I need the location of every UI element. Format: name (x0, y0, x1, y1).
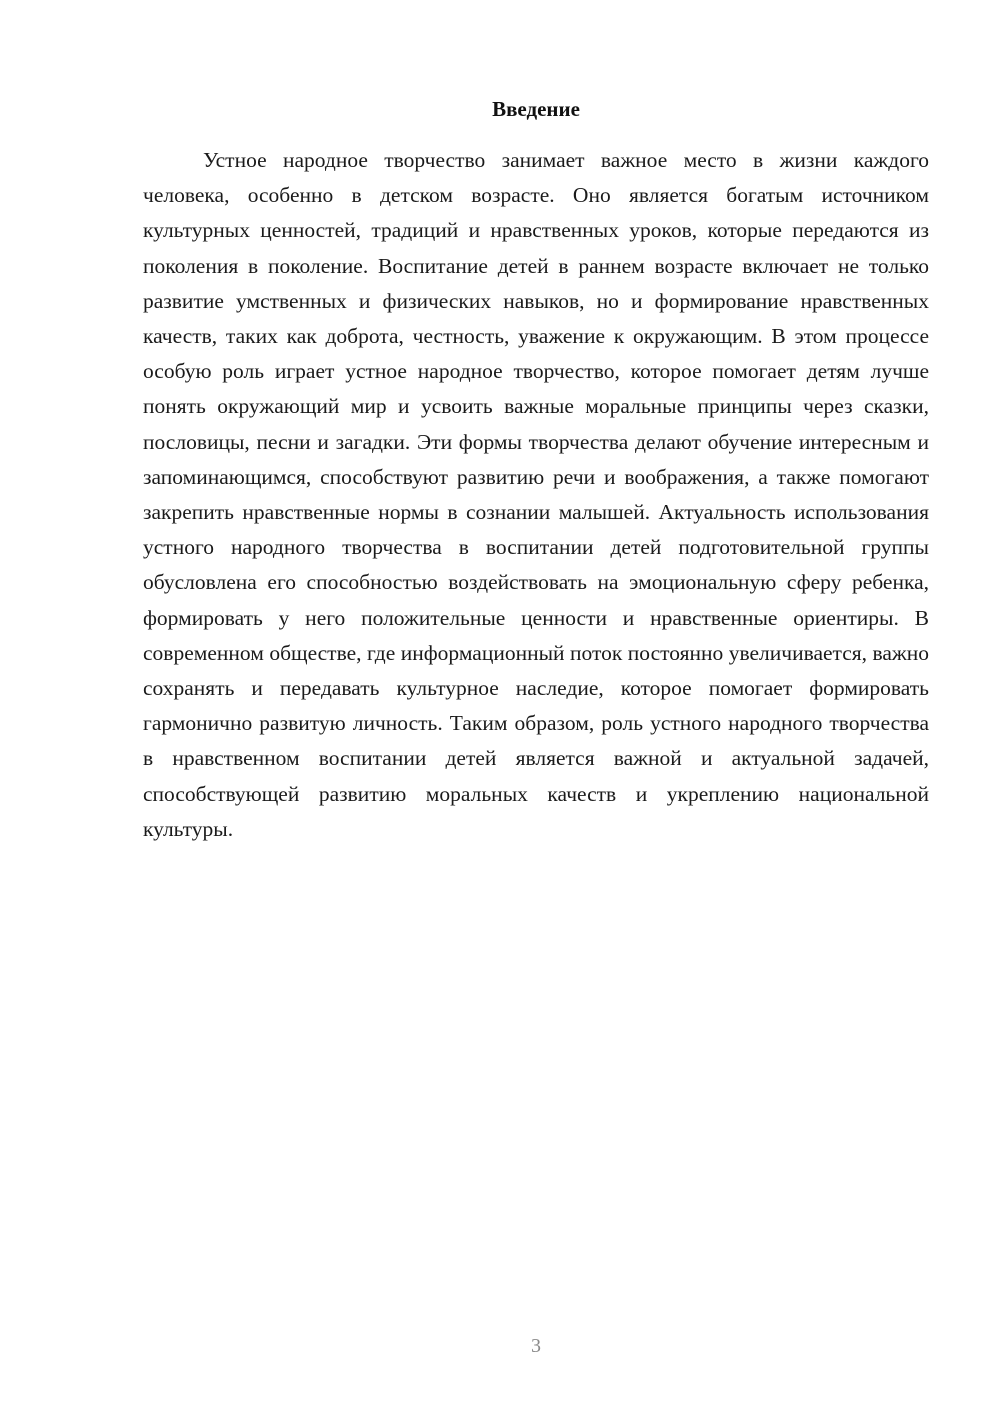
section-title: Введение (492, 97, 580, 121)
body-paragraph: Устное народное творчество занимает важное место в жизни каждого человека, особенно в детском возрасте. Оно является богатым источником культурных ценностей, традиций и нравственных уроков, которые передаются из поколения в поколение. Воспитание детей в раннем возрасте включает не только развитие умственных и физических навыков, но и формирование нравственных качеств, таких как доброта, честность, уважение к окружающим. В этом процессе особую роль играет устное народное творчество, которое помогает детям лучше понять окружающий мир и усвоить важные моральные принципы через сказки, пословицы, песни и загадки. Эти формы творчества делают обучение интересным и запоминающимся, способствуют развитию речи и воображения, а также помогают закрепить нравственные нормы в сознании малышей. Актуальность использования устного народного творчества в воспитании детей подготовительной группы обусловлена его способностью воздействовать на эмоциональную сферу ребенка, формировать у него положительные ценности и нравственные ориентиры. В современном обществе, где информационный поток постоянно увеличивается, важно сохранять и передавать культурное наследие, которое помогает формировать гармонично развитую личность. Таким образом, роль устного народного творчества в нравственном воспитании детей является важной и актуальной задачей, способствующей развитию моральных качеств и укреплению национальной культуры. (143, 148, 929, 841)
page-number: 3 (531, 1335, 541, 1357)
